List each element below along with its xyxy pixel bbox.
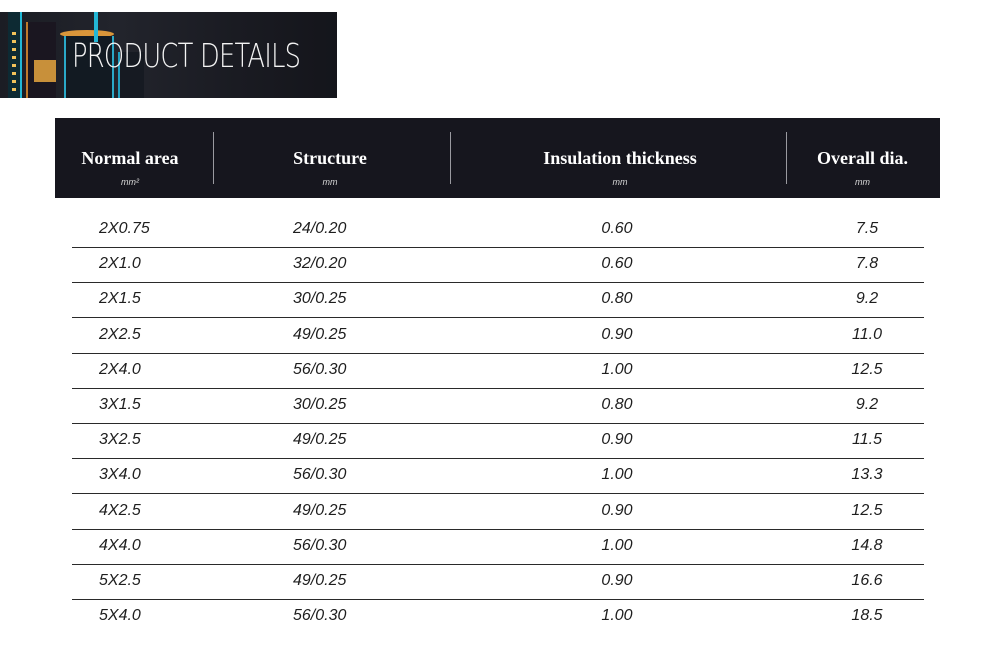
column-label: Structure bbox=[293, 148, 367, 168]
cell-overall-dia: 14.8 bbox=[851, 536, 883, 554]
cell-insulation-thickness: 0.60 bbox=[601, 255, 633, 273]
column-divider bbox=[786, 132, 787, 184]
cell-normal-area: 2X1.0 bbox=[99, 255, 141, 273]
cell-insulation-thickness: 0.60 bbox=[601, 220, 633, 237]
cell-structure: 32/0.20 bbox=[293, 255, 347, 273]
table-row bbox=[72, 283, 924, 318]
cell-overall-dia: 7.8 bbox=[855, 255, 879, 273]
table-row bbox=[72, 600, 924, 634]
cell-structure: 49/0.25 bbox=[293, 571, 347, 589]
cell-structure: 56/0.30 bbox=[293, 536, 347, 554]
column-divider bbox=[450, 132, 451, 184]
cell-overall-dia: 7.5 bbox=[855, 220, 879, 237]
cell-structure: 56/0.30 bbox=[293, 360, 347, 378]
cell-insulation-thickness: 0.80 bbox=[601, 395, 633, 413]
cell-structure: 49/0.25 bbox=[293, 431, 347, 449]
cell-overall-dia: 9.2 bbox=[855, 290, 879, 308]
table-header bbox=[55, 118, 940, 198]
cell-structure: 56/0.30 bbox=[293, 466, 347, 484]
cell-insulation-thickness: 1.00 bbox=[601, 360, 633, 378]
cell-insulation-thickness: 1.00 bbox=[601, 607, 633, 625]
window-lights-graphic bbox=[34, 60, 56, 82]
cell-insulation-thickness: 0.90 bbox=[601, 571, 633, 589]
cell-normal-area: 4X2.5 bbox=[99, 501, 141, 519]
cell-insulation-thickness: 0.90 bbox=[601, 431, 633, 449]
cell-structure: 49/0.25 bbox=[293, 325, 347, 343]
cell-normal-area: 5X4.0 bbox=[99, 607, 141, 625]
cell-normal-area: 2X2.5 bbox=[99, 325, 141, 343]
column-label: Overall dia. bbox=[817, 148, 908, 168]
column-divider bbox=[213, 132, 214, 184]
cell-insulation-thickness: 0.80 bbox=[601, 290, 633, 308]
column-header-normal-area bbox=[55, 118, 205, 198]
column-header-insulation-thickness bbox=[475, 118, 765, 198]
table-body bbox=[72, 213, 924, 634]
column-label: Insulation thickness bbox=[543, 148, 697, 168]
column-unit: mm bbox=[322, 177, 338, 187]
cell-overall-dia: 12.5 bbox=[851, 360, 883, 378]
cell-structure: 49/0.25 bbox=[293, 501, 347, 519]
cell-overall-dia: 12.5 bbox=[851, 501, 883, 519]
cell-structure: 30/0.25 bbox=[293, 290, 347, 308]
table-row bbox=[72, 495, 924, 530]
cell-normal-area: 5X2.5 bbox=[99, 571, 141, 589]
table-row bbox=[72, 530, 924, 565]
header-banner bbox=[0, 12, 337, 98]
cell-overall-dia: 9.2 bbox=[855, 395, 879, 413]
cell-structure: 24/0.20 bbox=[293, 220, 347, 237]
cell-insulation-thickness: 1.00 bbox=[601, 536, 633, 554]
cell-normal-area: 2X0.75 bbox=[99, 220, 150, 237]
column-header-structure bbox=[255, 118, 405, 198]
cell-normal-area: 2X4.0 bbox=[99, 360, 141, 378]
cell-overall-dia: 13.3 bbox=[851, 466, 883, 484]
table-row bbox=[72, 213, 924, 248]
window-lights-graphic bbox=[12, 32, 16, 92]
cell-normal-area: 3X1.5 bbox=[99, 395, 141, 413]
page-title: PRODUCT DETAILS bbox=[72, 36, 301, 75]
column-label: Normal area bbox=[81, 148, 179, 168]
cell-normal-area: 4X4.0 bbox=[99, 536, 141, 554]
cell-structure: 30/0.25 bbox=[293, 395, 347, 413]
table-row bbox=[72, 248, 924, 283]
table-row bbox=[72, 354, 924, 389]
table-row bbox=[72, 389, 924, 424]
table-row bbox=[72, 459, 924, 494]
column-unit: mm bbox=[855, 177, 870, 187]
column-unit: mm bbox=[612, 177, 628, 187]
cell-normal-area: 2X1.5 bbox=[99, 290, 141, 308]
cell-structure: 56/0.30 bbox=[293, 607, 347, 625]
table-row bbox=[72, 424, 924, 459]
cell-overall-dia: 11.5 bbox=[852, 431, 882, 449]
cell-normal-area: 3X2.5 bbox=[99, 431, 141, 449]
table-row bbox=[72, 565, 924, 600]
column-header-overall-dia bbox=[800, 118, 925, 198]
cell-overall-dia: 11.0 bbox=[852, 325, 882, 343]
cell-insulation-thickness: 0.90 bbox=[601, 325, 633, 343]
cell-overall-dia: 16.6 bbox=[851, 571, 883, 589]
cell-insulation-thickness: 1.00 bbox=[601, 466, 633, 484]
cell-overall-dia: 18.5 bbox=[851, 607, 883, 625]
column-unit: mm² bbox=[121, 177, 139, 187]
cell-insulation-thickness: 0.90 bbox=[601, 501, 633, 519]
cell-normal-area: 3X4.0 bbox=[99, 466, 141, 484]
table-row bbox=[72, 319, 924, 354]
